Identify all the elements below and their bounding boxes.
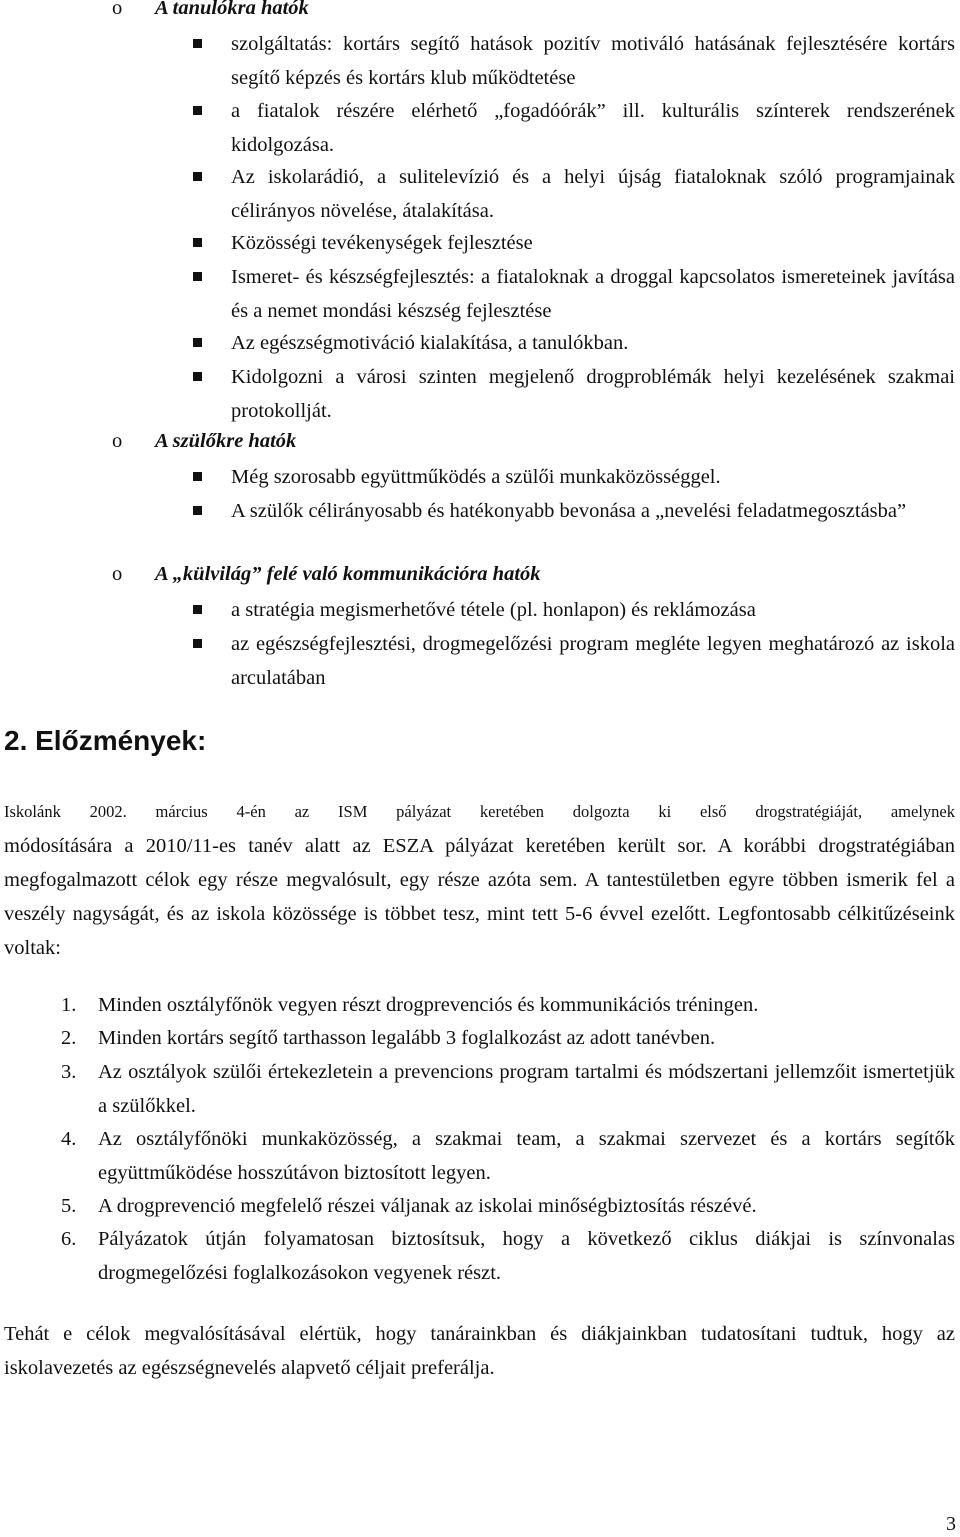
goal-number: 2. <box>61 1027 77 1049</box>
goal-number: 3. <box>61 1061 77 1083</box>
section-title: 2. Előzmények: <box>4 725 207 756</box>
list-item: Az egészségmotiváció kialakítása, a tanulókban. <box>231 327 955 361</box>
goal-number: 1. <box>61 994 77 1016</box>
goal-item <box>61 1021 955 1055</box>
section-heading: A tanulókra hatók <box>155 0 309 19</box>
goal-number: 5. <box>61 1195 77 1217</box>
goal-item <box>61 1055 955 1123</box>
list-item: A szülők célirányosabb és hatékonyabb bevonása a „nevelési feladatmegosztásba” <box>231 495 955 529</box>
list-marker: o <box>112 0 123 19</box>
goal-text: Az osztályfőnöki munkaközösség, a szakmai team, a szakmai szervezet és a kortárs segítők együttműködése hosszútávon biztosított legyen. <box>98 1128 955 1184</box>
list-marker: o <box>112 430 123 452</box>
list-item: az egészségfejlesztési, drogmegelőzési program megléte legyen meghatározó az iskola arculatában <box>231 628 955 695</box>
list-marker: o <box>112 563 123 585</box>
goal-text: Minden kortárs segítő tarthasson legalább 3 foglalkozást az adott tanévben. <box>98 1027 716 1049</box>
list-item: a stratégia megismerhetővé tétele (pl. honlapon) és reklámozása <box>231 594 955 628</box>
intro-first-line: Iskolánk 2002. március 4-én az ISM pályázat keretében dolgozta ki első drogstratégiáját, amelynek <box>4 802 955 821</box>
list-item: a fiatalok részére elérhető „fogadóórák” ill. kulturális színterek rendszerének kidolgozása. <box>231 95 955 162</box>
goal-text: Minden osztályfőnök vegyen részt drogprevenciós és kommunikációs tréningen. <box>98 994 759 1016</box>
goal-item <box>61 1122 955 1190</box>
list-item: szolgáltatás: kortárs segítő hatások pozitív motiváló hatásának fejlesztésére kortárs segítő képzés és kortárs klub működtetése <box>231 28 955 95</box>
goal-item <box>61 988 955 1022</box>
list-item: Kidolgozni a városi szinten megjelenő drogproblémák helyi kezelésének szakmai protokollját. <box>231 361 955 428</box>
goal-text: Az osztályok szülői értekezletein a prevencions program tartalmi és módszertani jellemzőit ismertetjük a szülőkkel. <box>98 1061 955 1117</box>
goal-text: Pályázatok útján folyamatosan biztosítsuk, hogy a következő ciklus diákjai is színvonalas drogmegelőzési foglalkozásokon vegyenek részt. <box>98 1228 955 1284</box>
goal-item <box>61 1222 955 1290</box>
list-item: Még szorosabb együttműködés a szülői munkaközösséggel. <box>231 461 955 495</box>
intro-paragraph <box>4 795 955 965</box>
page-number: 3 <box>946 1513 956 1535</box>
goal-text: A drogprevenció megfelelő részei váljanak az iskolai minőségbiztosítás részévé. <box>98 1195 757 1217</box>
intro-body: módosítására a 2010/11-es tanév alatt az ESZA pályázat keretében került sor. A korábbi drogstratégiában megfogalmazott célok egy része megvalósult, egy része azóta sem. A tantestületben egyre többen ismerik fel a veszély nagyságát, és az iskola közössége is többet tesz, mint tett 5-6 évvel ezelőtt. Legfontosabb célkitűzéseink voltak: <box>4 835 955 959</box>
section-heading: A szülőkre hatók <box>155 430 297 452</box>
goal-number: 6. <box>61 1228 77 1250</box>
goal-item <box>61 1189 955 1223</box>
goal-number: 4. <box>61 1128 77 1150</box>
closing-paragraph: Tehát e célok megvalósításával elértük, hogy tanárainkban és diákjainkban tudatosítani tudtuk, hogy az iskolavezetés az egészségnevelés alapvető céljait preferálja. <box>4 1323 955 1379</box>
list-item: Közösségi tevékenységek fejlesztése <box>231 227 955 261</box>
list-item: Az iskolarádió, a sulitelevízió és a helyi újság fiataloknak szóló programjainak célirányos növelése, átalakítása. <box>231 161 955 228</box>
section-heading: A „külvilág” felé való kommunikációra hatók <box>155 563 541 585</box>
list-item: Ismeret- és készségfejlesztés: a fiataloknak a droggal kapcsolatos ismereteinek javítása és a nemet mondási készség fejlesztése <box>231 261 955 328</box>
